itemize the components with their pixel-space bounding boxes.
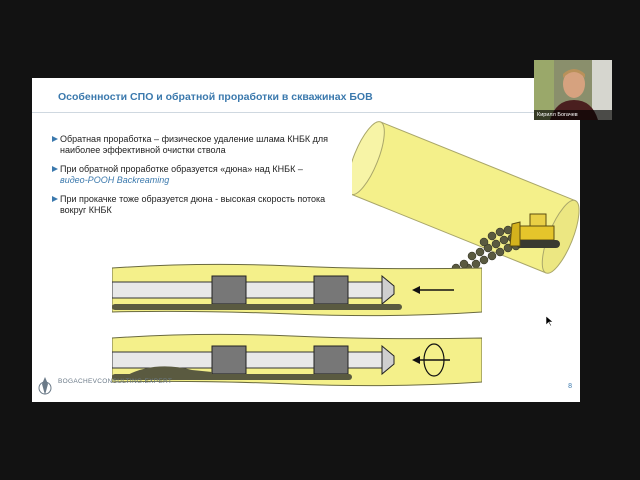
title-divider	[32, 112, 580, 113]
logo-mark-icon	[36, 376, 54, 396]
borehole-diagram-backreaming	[112, 260, 482, 320]
arrow-bullet-icon	[52, 136, 58, 142]
company-logo	[36, 376, 216, 398]
bullet-item-2	[60, 164, 330, 186]
bullet-text: Обратная проработка – физическое удаление шлама КНБК для наиболее эффективной очистки ствола	[60, 134, 329, 155]
webcam-feed	[534, 60, 612, 120]
cursor-icon	[546, 316, 554, 326]
presentation-slide	[32, 78, 580, 402]
arrow-bullet-icon	[52, 196, 58, 202]
bulldozer-in-pipe-illustration	[352, 118, 580, 278]
bullet-item-3	[60, 194, 330, 216]
bullet-item-1	[60, 134, 330, 156]
logo-text: BOGACHEVCONSULTING.EXPERT	[58, 378, 173, 385]
participant-name-label: Кирилл Богачев	[534, 110, 612, 120]
bullet-text: При обратной проработке образуется «дюна» над КНБК –	[60, 164, 303, 174]
arrow-bullet-icon	[52, 166, 58, 172]
page-number: 8	[568, 383, 572, 390]
cuttings-bed	[112, 304, 402, 310]
video-link[interactable]: видео-POOH Backreaming	[60, 175, 170, 185]
slide-title: Особенности СПО и обратной проработки в скважинах БОВ	[58, 91, 373, 103]
bullet-text: При прокачке тоже образуется дюна - высокая скорость потока вокруг КНБК	[60, 194, 326, 215]
